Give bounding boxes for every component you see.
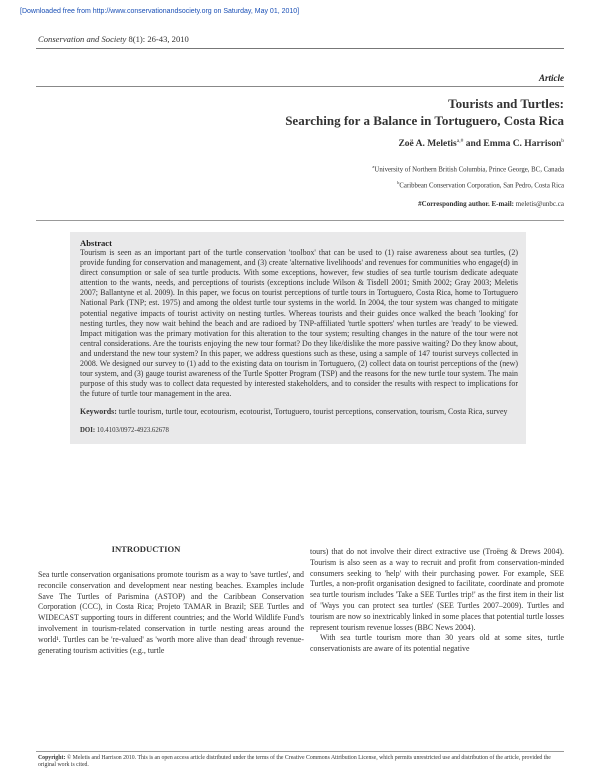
keywords-list: turtle tourism, turtle tour, ecotourism, ecotourist, Tortuguero, tourist perceptions, conservation, tourism, Costa Rica, survey bbox=[116, 407, 508, 417]
author-2-sup: b bbox=[561, 138, 564, 144]
abstract-box bbox=[70, 232, 526, 444]
affiliation-a-sup: a bbox=[372, 164, 375, 169]
introduction-heading: INTRODUCTION bbox=[111, 544, 181, 554]
body-column-left bbox=[38, 570, 304, 656]
author-list bbox=[398, 138, 564, 149]
abstract-body: Tourism is seen as an important part of the turtle conservation 'toolbox' that can be used to (1) raise awareness about sea turtles, (2) provide funding for conservation and management, and (3) create 'alternative livelihoods' and revenues for communities who engage(d) in direct consumption or sale of sea turtle products. With some exceptions, however, few studies of sea turtle tourism dedicate adequate attention to the wants, needs, and perceptions of tourists (exceptions include Wilson & Tisdell 2001; Smith 2002; Gray 2003; Meletis 2007; Ballantyne et al. 2009). In this paper, we focus on tourist perceptions of turtle tours in Tortuguero, Costa Rica, home to Tortuguero National Park (TNP; est. 1975) and among the oldest turtle tour systems in the world. In 2004, the tour system was changed to mitigate potential negative impacts of tourist activity on nesting turtles. Whereas tourists and their guides once walked the beach 'looking' for nesting turtles, they now wait behind the beach and are radioed by TNP-affiliated 'turtle spotters' when turtles are 'ready' to be viewed. Impact mitigation was the primary motivation for this alteration to the tour system; resulting changes in the nature of the tour were not central considerations. Are the tourists enjoying the new tour format? Do they like/dislike the more passive waiting? Do they know about, and understand the new tour system? In this paper, we address questions such as these, using a sample of 147 tourist surveys collected in 2008. We designed our survey to (1) add to the existing data on tourism in Tortuguero, (2) collect data on tourist perceptions of the (new) tour system, and (3) gauge tourist awareness of the Turtle Spotter Program (TSP) and the reasons for the new turtle tour system. The main purpose of this study was to collect data requested by interested stakeholders, and to consider the results with respect to implications for the future of turtle tour management in the area. bbox=[80, 248, 518, 399]
footer-rule bbox=[36, 751, 564, 752]
journal-citation bbox=[38, 34, 189, 44]
introduction-paragraph-2: With sea turtle tourism more than 30 years old at some sites, turtle conservationists are aware of its potential negative bbox=[310, 633, 564, 654]
corresponding-label: #Corresponding author. E-mail: bbox=[418, 200, 515, 208]
affiliation-b-text: Caribbean Conservation Corporation, San Pedro, Costa Rica bbox=[399, 182, 564, 190]
copyright-text: © Meletis and Harrison 2010. This is an open access article distributed under the terms of the Creative Commons Attribution License, which permits unrestricted use and distribution of the article, provided the original work is cited. bbox=[38, 755, 551, 769]
article-rule bbox=[36, 86, 564, 87]
doi-label: DOI: bbox=[80, 426, 96, 434]
corresponding-email[interactable]: meletis@unbc.ca bbox=[514, 200, 564, 208]
introduction-paragraph-1: Sea turtle conservation organisations promote tourism as a way to 'save turtles', and reconcile conservation and development near nesting beaches. Examples include Save The Turtles of Parismina (ASTOP) and the Caribbean Conservation Corporation (CCC), in Costa Rica; Projeto TAMAR in Brazil; SEE Turtles and WIDECAST supporting tours in different countries; and the World Wildlife Fund's involvement in tourism-related conservation in turtle nesting areas around the world¹. Turtles can be 're-valued' as 'worth more alive than dead' through revenue-generating tourism activities (e.g., turtle bbox=[38, 570, 304, 655]
doi-value[interactable]: 10.4103/0972-4923.62678 bbox=[95, 426, 169, 434]
header-rule bbox=[36, 48, 564, 49]
copyright-label: Copyright: bbox=[38, 755, 66, 761]
author-1: Zoë A. Meletis bbox=[398, 139, 457, 150]
title-line-1: Tourists and Turtles: bbox=[448, 96, 564, 111]
affiliation-a bbox=[372, 164, 564, 173]
copyright-notice bbox=[38, 755, 564, 770]
download-note[interactable]: [Downloaded free from http://www.conservationandsociety.org on Saturday, May 01, 2010] bbox=[20, 8, 300, 15]
affiliation-b-sup: b bbox=[397, 180, 400, 185]
keywords-label: Keywords: bbox=[80, 407, 117, 417]
introduction-paragraph-1-cont: tours) that do not involve their direct extractive use (Troëng & Drews 2004). Tourism is also seen as a way to recruit and profit from conservation-minded consumers seeking to 'help' with their purchasing power. For example, SEE Turtles, a non-profit organisation designed to facilitate, coordinate and promote sea turtle tourism includes 'Take a SEE Turtles trip!' as the first item in their list of 'Ways you can protect sea turtles' (SEE Turtles 2007–2009). Turtles and tourism are now so inextricably linked in some places that potential turtle losses represent tourism revenue losses (BBC News 2004). bbox=[310, 547, 564, 632]
keywords bbox=[80, 407, 518, 417]
author-2: Emma C. Harrison bbox=[483, 139, 562, 150]
affiliation-b bbox=[397, 180, 564, 189]
author-conjunction: and bbox=[463, 139, 484, 150]
body-column-right bbox=[310, 547, 564, 655]
journal-volume: 8(1): 26-43, 2010 bbox=[126, 34, 189, 44]
corresponding-author bbox=[418, 200, 564, 208]
doi bbox=[80, 427, 518, 434]
abstract-heading: Abstract bbox=[80, 238, 112, 248]
affiliation-a-text: University of Northern British Columbia, Prince George, BC, Canada bbox=[374, 166, 564, 174]
author-1-sup: a,# bbox=[456, 138, 464, 144]
journal-name: Conservation and Society bbox=[38, 34, 127, 44]
article-type-label: Article bbox=[539, 73, 564, 83]
affiliation-rule bbox=[36, 220, 564, 221]
title-line-2: Searching for a Balance in Tortuguero, Costa Rica bbox=[285, 113, 564, 128]
